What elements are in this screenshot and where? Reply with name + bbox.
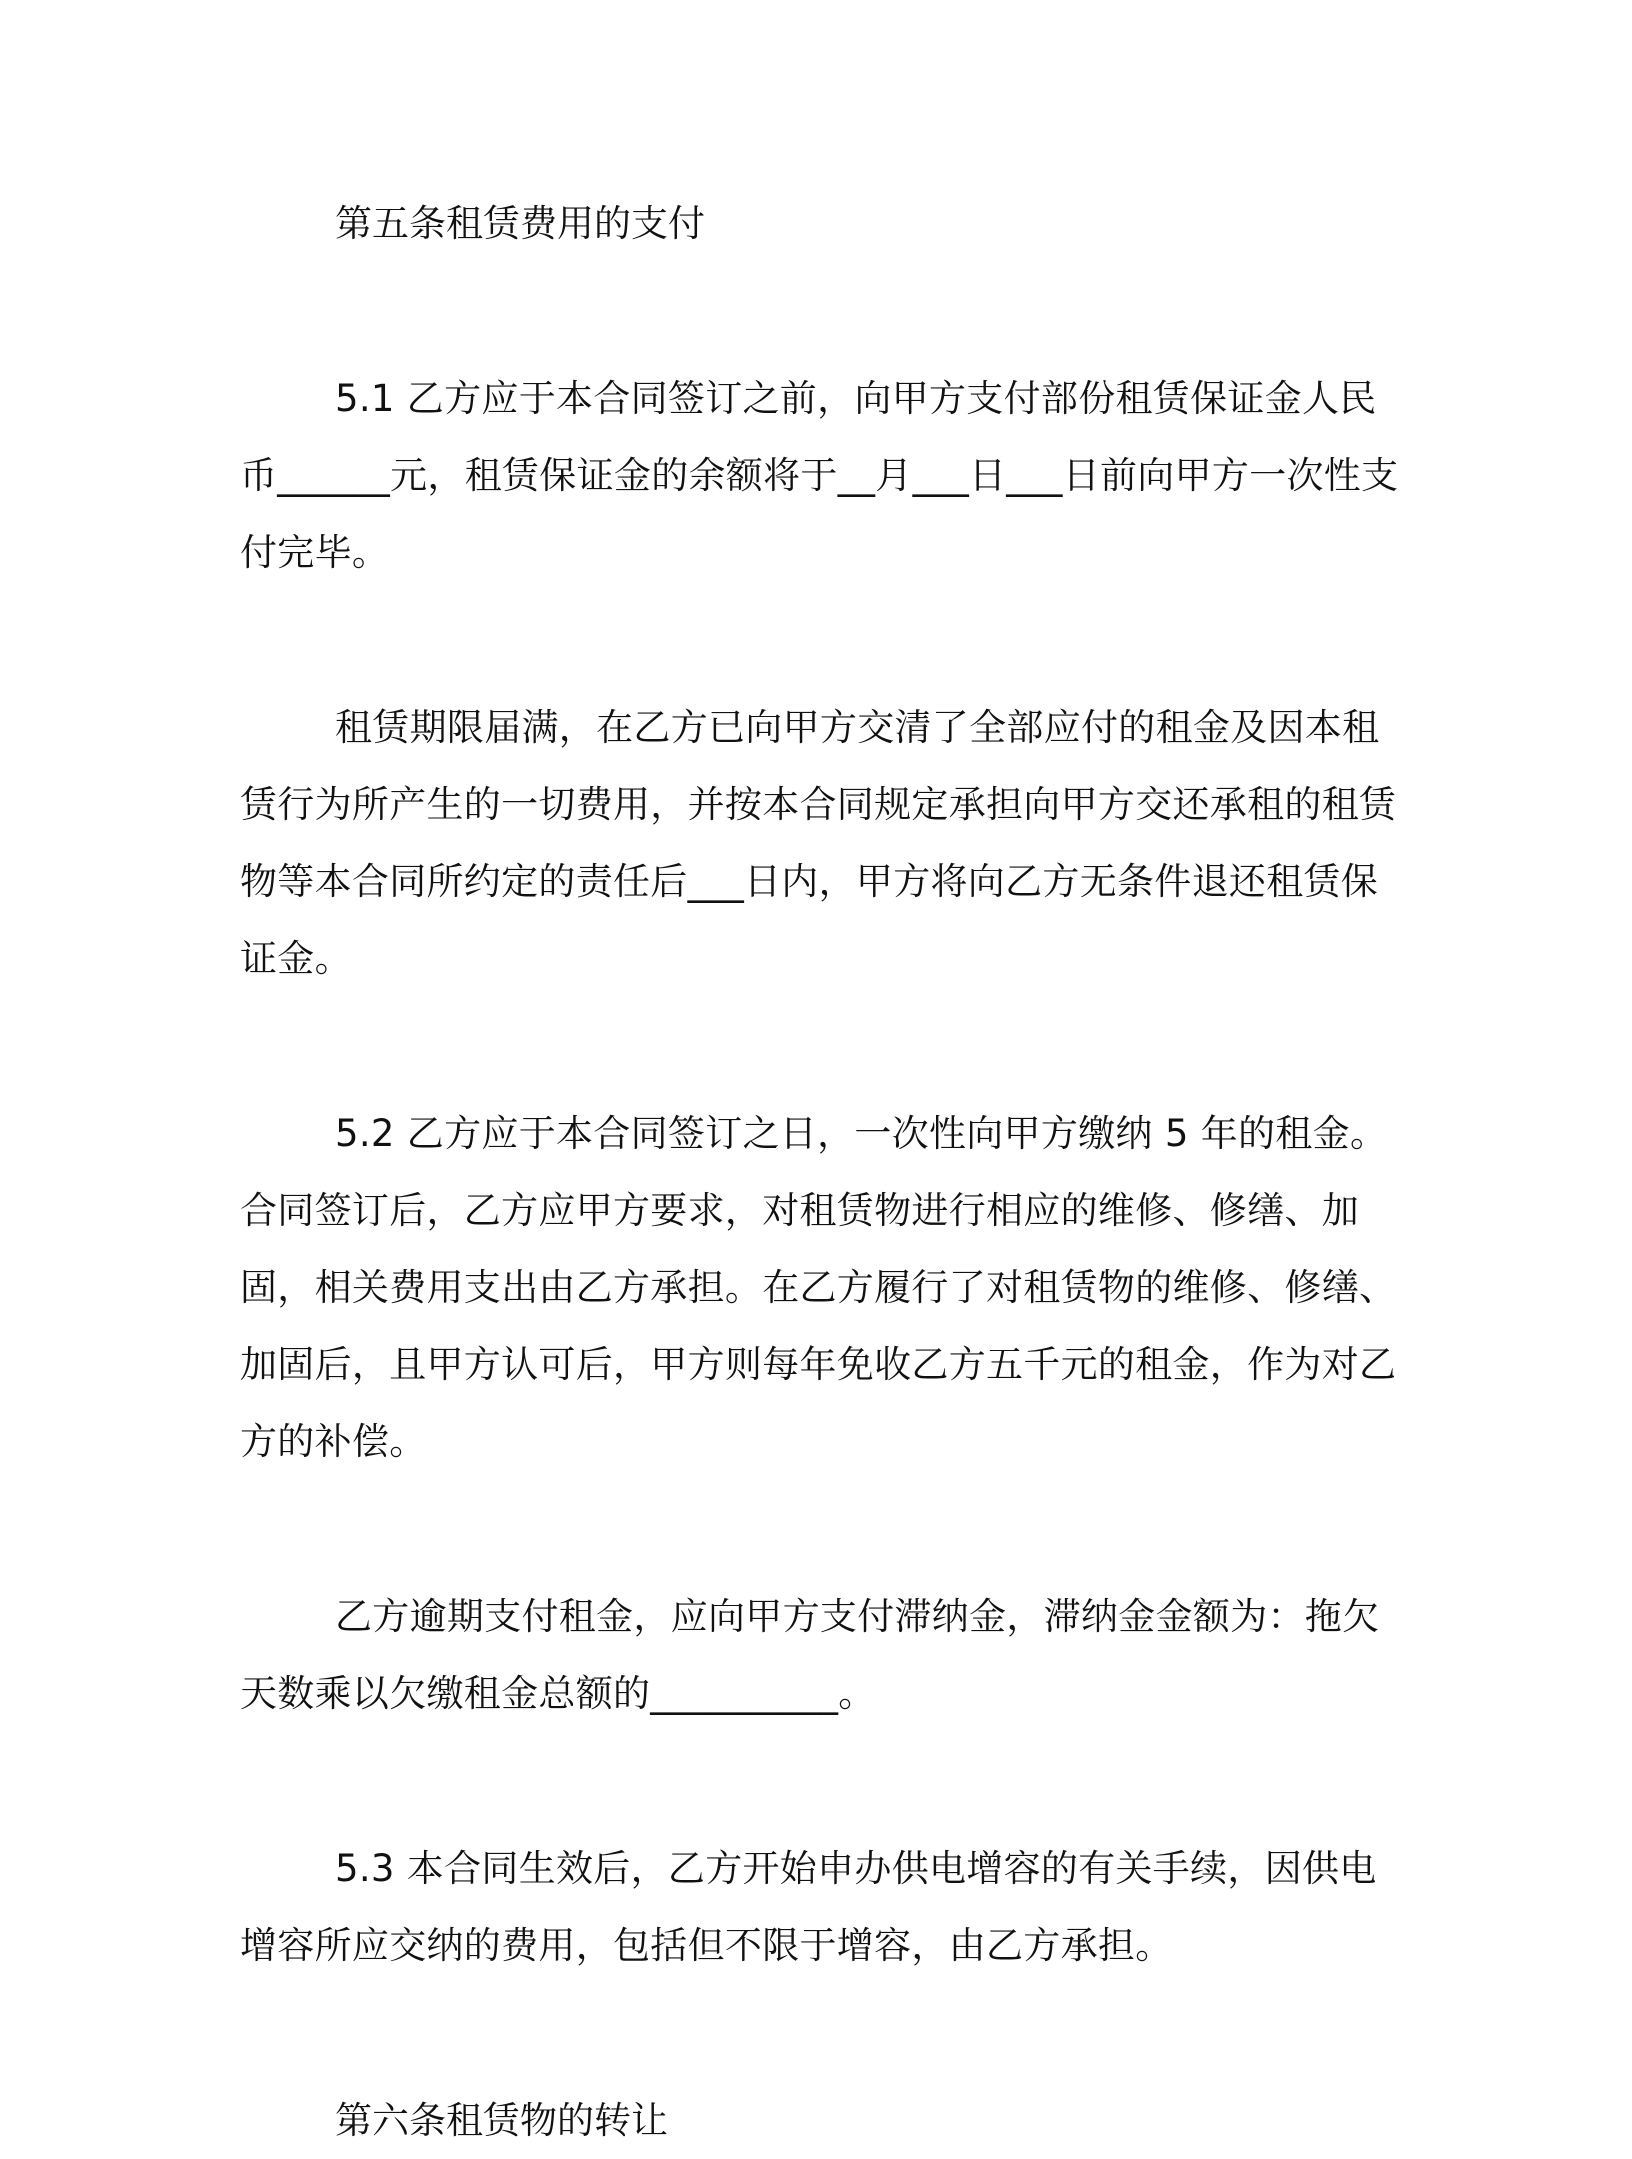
late-fee-paragraph: 乙方逾期支付租金，应向甲方支付滞纳金，滞纳金金额为：拖欠天数乘以欠缴租金总额的__________。	[240, 1595, 1380, 1715]
clause-5-1: 5.1 乙方应于本合同签订之前，向甲方支付部份租赁保证金人民币______元，租赁保证金的余额将于__月___日___日前向甲方一次性支付完毕。	[240, 377, 1399, 574]
deposit-refund-paragraph: 租赁期限届满，在乙方已向甲方交清了全部应付的租金及因本租赁行为所产生的一切费用，并按本合同规定承担向甲方交还承租的租赁物等本合同所约定的责任后___日内，甲方将向乙方无条件退还租赁保证金。	[240, 706, 1397, 980]
article-6-heading: 第六条租赁物的转让	[335, 2099, 668, 2142]
clause-5-3: 5.3 本合同生效后，乙方开始申办供电增容的有关手续，因供电增容所应交纳的费用，包括但不限于增容，由乙方承担。	[240, 1847, 1377, 1967]
clause-5-2: 5.2 乙方应于本合同签订之日，一次性向甲方缴纳 5 年的租金。合同签订后，乙方应甲方要求，对租赁物进行相应的维修、修缮、加固，相关费用支出由乙方承担。在乙方履行了对租赁物的维修、修缮、加固后，且甲方认可后，甲方则每年免收乙方五千元的租金，作为对乙方的补偿。	[240, 1112, 1397, 1463]
document-body	[240, 185, 1400, 2159]
article-5-heading: 第五条租赁费用的支付	[335, 202, 705, 245]
